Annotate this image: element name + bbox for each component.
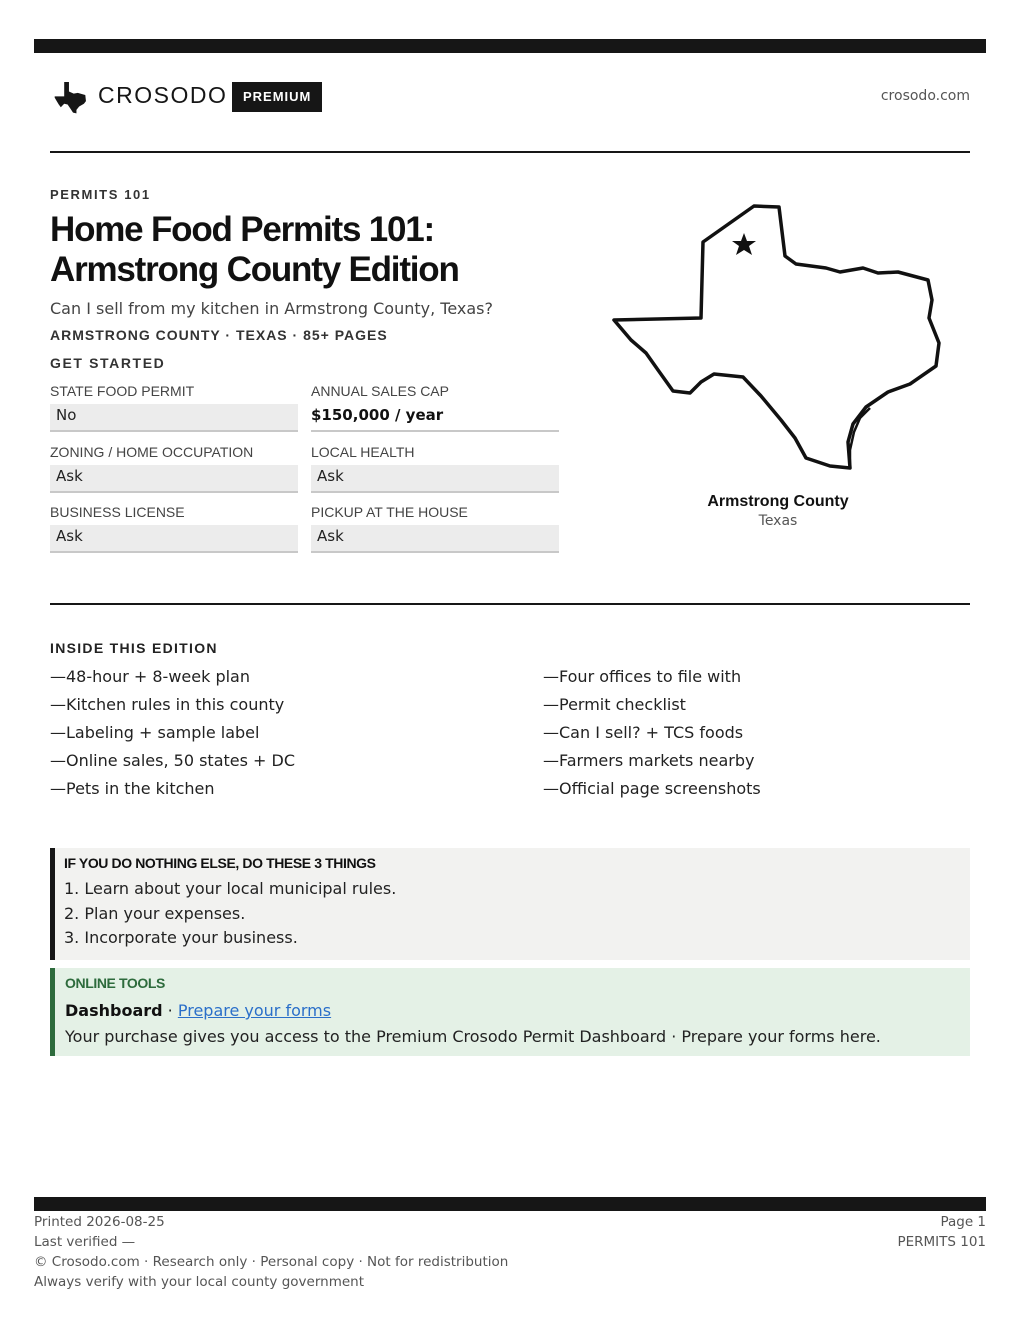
list-item: —Pets in the kitchen	[50, 779, 215, 798]
texas-state-icon	[54, 80, 88, 114]
printed-date: Printed 2026-08-25	[34, 1214, 165, 1230]
top-rule-bar	[34, 39, 986, 53]
list-item: —Permit checklist	[543, 695, 686, 714]
list-item: —Can I sell? + TCS foods	[543, 723, 744, 742]
section-divider	[50, 603, 970, 605]
field-value: Ask	[50, 465, 298, 493]
contents-list-right	[543, 664, 973, 804]
field-label: BUSINESS LICENSE	[50, 504, 185, 520]
dashboard-label: Dashboard	[65, 1001, 163, 1020]
steps-list	[64, 877, 970, 951]
three-things-callout	[50, 848, 970, 960]
footer-left	[34, 1212, 508, 1292]
page-title-line-2: Armstrong County Edition	[50, 250, 459, 289]
list-item: —Labeling + sample label	[50, 723, 260, 742]
page-title-line-1: Home Food Permits 101:	[50, 210, 434, 249]
dashboard-line	[65, 999, 970, 1023]
field-value: $150,000 / year	[311, 404, 559, 432]
callout-title: IF YOU DO NOTHING ELSE, DO THESE 3 THINGS	[64, 855, 376, 871]
last-verified: Last verified —	[34, 1234, 136, 1250]
field-annual-sales-cap	[311, 381, 559, 432]
list-item: —Online sales, 50 states + DC	[50, 751, 296, 770]
prepare-forms-link[interactable]: Prepare your forms	[177, 1001, 332, 1020]
premium-badge: PREMIUM	[232, 82, 322, 112]
tools-description: Your purchase gives you access to the Premium Crosodo Permit Dashboard · Prepare your forms here.	[65, 1027, 881, 1046]
contents-list-left	[50, 664, 520, 804]
list-item: 3. Incorporate your business.	[64, 928, 298, 947]
map-state-name: Texas	[758, 513, 798, 529]
field-local-health	[311, 442, 559, 493]
online-tools-callout	[50, 968, 970, 1056]
verify-note: Always verify with your local county government	[34, 1274, 364, 1290]
field-label: ANNUAL SALES CAP	[311, 383, 449, 399]
list-item: —Official page screenshots	[543, 779, 761, 798]
copyright: © Crosodo.com · Research only · Personal copy · Not for redistribution	[34, 1254, 509, 1270]
page-subtitle: Can I sell from my kitchen in Armstrong County, Texas?	[50, 299, 493, 318]
field-value: Ask	[311, 525, 559, 553]
page-title	[50, 210, 590, 290]
field-value: No	[50, 404, 298, 432]
list-item: —Four offices to file with	[543, 667, 742, 686]
section-kicker: PERMITS 101	[50, 187, 151, 202]
field-zoning-home-occupation	[50, 442, 298, 493]
field-state-food-permit	[50, 381, 298, 432]
list-item: —48-hour + 8-week plan	[50, 667, 250, 686]
texas-coast-islands	[850, 408, 870, 468]
field-label: LOCAL HEALTH	[311, 444, 415, 460]
header-divider	[50, 151, 970, 153]
field-label: PICKUP AT THE HOUSE	[311, 504, 468, 520]
field-business-license	[50, 502, 298, 553]
get-started-heading: GET STARTED	[50, 355, 166, 371]
page-number: Page 1	[940, 1214, 986, 1230]
inside-edition-heading: INSIDE THIS EDITION	[50, 640, 218, 656]
texas-outline	[614, 206, 939, 468]
footer-section: PERMITS 101	[897, 1234, 986, 1250]
field-value: Ask	[311, 465, 559, 493]
field-label: STATE FOOD PERMIT	[50, 383, 195, 399]
map-county-name: Armstrong County	[707, 493, 849, 510]
footer-right	[897, 1212, 986, 1252]
list-item: —Kitchen rules in this county	[50, 695, 285, 714]
field-value: Ask	[50, 525, 298, 553]
list-item: 1. Learn about your local municipal rules.	[64, 879, 397, 898]
list-item: —Farmers markets nearby	[543, 751, 755, 770]
brand-name: CROSODO	[98, 82, 228, 108]
edition-meta: ARMSTRONG COUNTY · TEXAS · 85+ PAGES	[50, 327, 388, 343]
map-caption	[610, 493, 946, 529]
list-item: 2. Plan your expenses.	[64, 903, 246, 923]
field-pickup-at-house	[311, 502, 559, 553]
field-label: ZONING / HOME OCCUPATION	[50, 444, 254, 460]
page-header	[50, 74, 970, 120]
callout-title: ONLINE TOOLS	[65, 975, 165, 991]
texas-map	[610, 200, 946, 478]
footer-rule-bar	[34, 1197, 986, 1211]
star-icon	[732, 233, 756, 255]
separator: ·	[162, 1001, 178, 1020]
site-url[interactable]: crosodo.com	[880, 88, 970, 104]
